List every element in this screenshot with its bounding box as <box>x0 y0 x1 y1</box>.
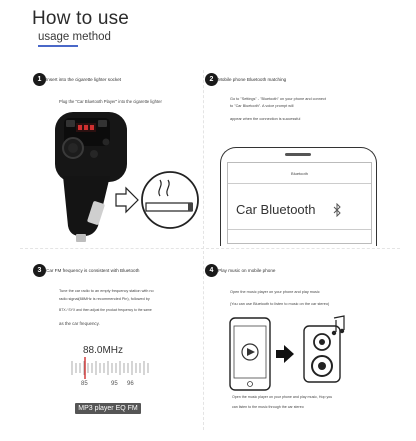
step-4-desc-3: Open the music player on your phone and play music, Hop you <box>232 395 333 399</box>
bluetooth-device-name[interactable]: Car Bluetooth <box>236 202 316 217</box>
step-4-desc-4: can listen to the music through the car stereo <box>232 405 304 409</box>
page-subtitle: usage method <box>38 31 111 43</box>
arrow-right-icon <box>276 345 294 363</box>
step-1-label: Insert into the cigarette lighter socket <box>46 77 122 82</box>
step-1-desc: Plug the "Car Bluetooth Player" into the cigarette lighter <box>59 99 162 104</box>
frequency-readout: 88.0MHz <box>83 345 124 356</box>
step-4-label: Play music on mobile phone <box>218 268 276 273</box>
screen-divider-bottom <box>228 229 371 230</box>
tick-label-2: 95 <box>111 381 118 387</box>
step-4-desc-2: (You can use Bluetooth to listen to music on the car stereo) <box>230 302 330 306</box>
step-3-desc-1: Tune the car radio to an empty frequency station with no <box>59 289 154 293</box>
step-3-desc-2: radio signal(88MHz is recommended Pin), followed by <box>59 297 150 301</box>
step-1-badge: 1 <box>33 73 46 86</box>
screen-divider-top <box>228 183 371 184</box>
step-2-desc-3: appear when the connection is successful <box>230 117 301 121</box>
subtitle-underline <box>38 45 78 47</box>
step-2-label: Mobile phone Bluetooth matching <box>218 77 287 82</box>
car-charger-icon <box>55 112 127 242</box>
tick-label-1: 85 <box>81 381 88 387</box>
phone-icon <box>230 318 270 390</box>
tick-label-3: 96 <box>127 381 134 387</box>
vertical-divider <box>203 70 204 430</box>
step-3-desc-3: BTX / SYX and then adjust the product frequency to the same <box>59 308 152 312</box>
step-2-desc-2: to "Car Bluetooth". A voice prompt will <box>230 104 294 108</box>
step-2-badge: 2 <box>205 73 218 86</box>
bluetooth-icon <box>332 203 342 217</box>
step-4-badge: 4 <box>205 264 218 277</box>
music-playback-illustration <box>224 312 364 392</box>
phone-speaker <box>285 153 311 156</box>
lcd-display: MP3 player EQ FM <box>75 403 141 414</box>
step-2-desc-1: Go to "Settings" - "Bluetooth" on your phone and connect <box>230 97 326 101</box>
horizontal-divider <box>20 248 400 249</box>
phone-screen <box>227 162 372 244</box>
arrow-right-icon <box>116 188 138 212</box>
bluetooth-screen-header: Bluetooth <box>291 171 308 176</box>
cigarette-lighter-socket-icon <box>142 172 198 228</box>
page-title: How to use <box>32 8 130 29</box>
car-charger-illustration <box>28 106 203 246</box>
phone-outline <box>220 147 377 246</box>
step-3-desc-4: as the car frequency. <box>59 321 100 326</box>
step-3-label: Car FM frequency is consistent with Bluetooth <box>46 268 140 273</box>
step-4-desc-1: Open the music player on your phone and play music <box>230 290 320 294</box>
step-3-badge: 3 <box>33 264 46 277</box>
